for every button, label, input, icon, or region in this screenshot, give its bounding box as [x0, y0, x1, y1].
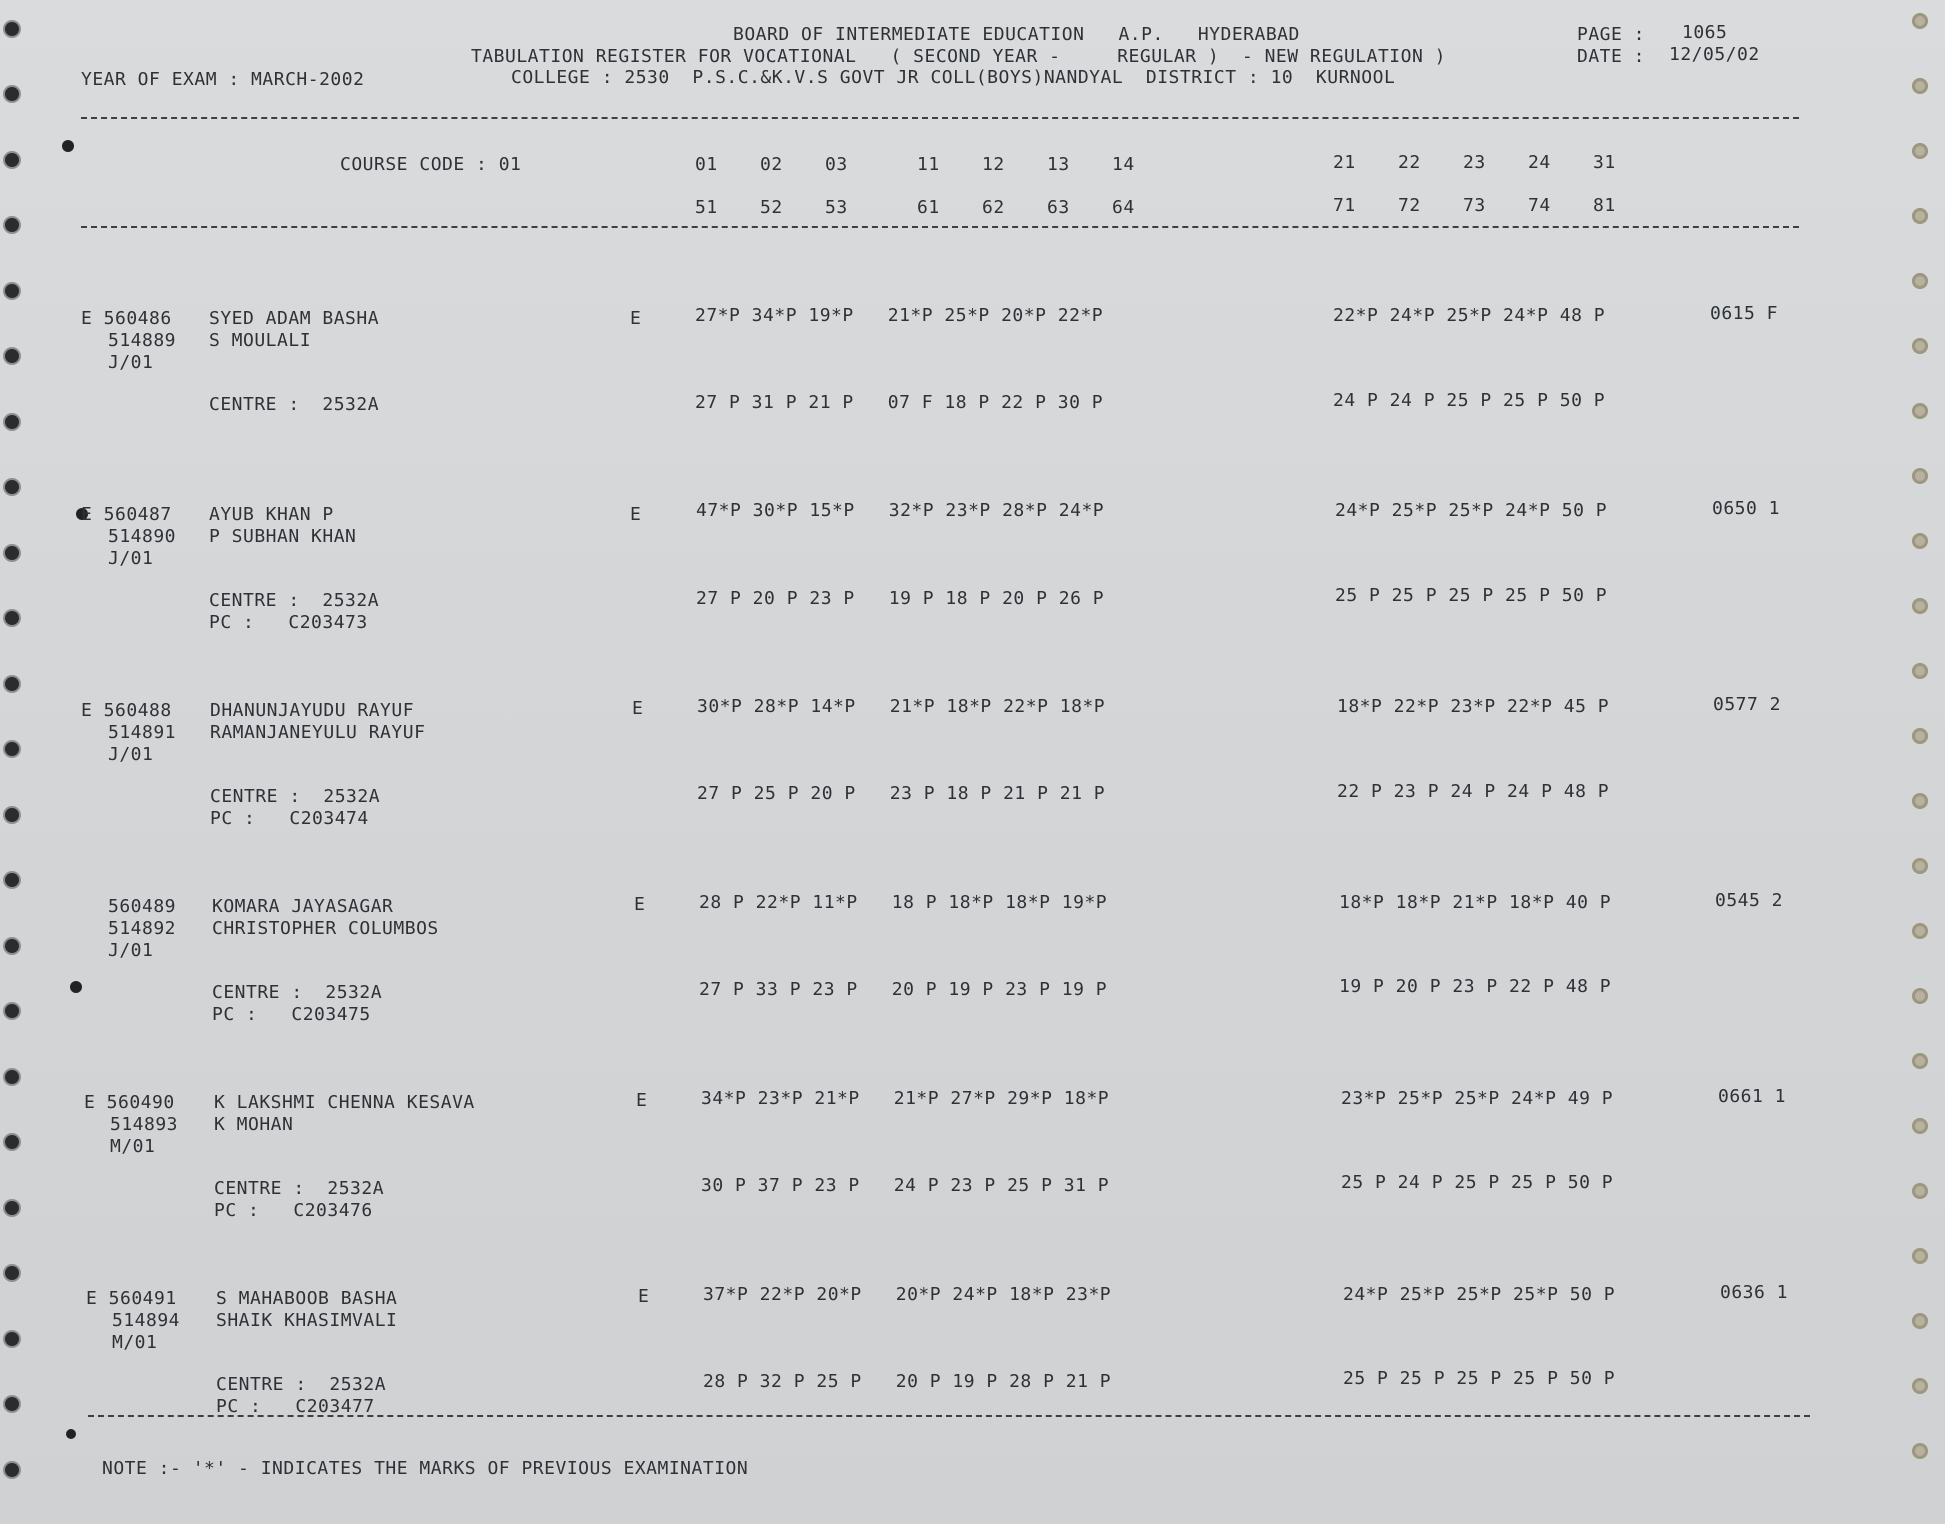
ink-mark	[70, 981, 82, 993]
medium: E	[632, 698, 644, 719]
marks-previous-part2: 25 P 25 P 25 P 25 P 50 P	[1335, 585, 1608, 606]
medium: E	[636, 1090, 648, 1111]
ink-mark	[62, 140, 74, 152]
student-name: K LAKSHMI CHENNA KESAVA	[214, 1092, 475, 1113]
date-label: DATE :	[1577, 46, 1646, 67]
col-code: 23	[1463, 152, 1486, 173]
registration-number: E 560487	[81, 504, 172, 525]
col-code: 52	[760, 197, 783, 218]
father-name: S MOULALI	[209, 330, 312, 351]
group-code: M/01	[110, 1136, 156, 1157]
group-code: J/01	[108, 352, 154, 373]
col-code: 62	[982, 197, 1005, 218]
total-result: 0636 1	[1720, 1282, 1789, 1303]
hall-ticket: 514889	[108, 330, 177, 351]
col-code: 22	[1398, 152, 1421, 173]
centre: CENTRE : 2532A	[212, 982, 383, 1003]
total-result: 0577 2	[1713, 694, 1782, 715]
medium: E	[630, 504, 642, 525]
divider	[81, 117, 1799, 119]
col-code: 11	[917, 154, 940, 175]
col-code: 61	[917, 197, 940, 218]
father-name: K MOHAN	[214, 1114, 294, 1135]
centre: CENTRE : 2532A	[209, 394, 380, 415]
student-name: S MAHABOOB BASHA	[216, 1288, 398, 1309]
col-code: 01	[695, 154, 718, 175]
col-code: 72	[1398, 195, 1421, 216]
col-code: 13	[1047, 154, 1070, 175]
marks-previous-part2: 22 P 23 P 24 P 24 P 48 P	[1337, 781, 1610, 802]
page-label: PAGE :	[1577, 24, 1646, 45]
father-name: P SUBHAN KHAN	[209, 526, 357, 547]
page-number: 1065	[1682, 22, 1728, 43]
col-code: 14	[1112, 154, 1135, 175]
marks-current-part1: 34*P 23*P 21*P 21*P 27*P 29*P 18*P	[701, 1088, 1110, 1109]
student-name: SYED ADAM BASHA	[209, 308, 380, 329]
board-title: BOARD OF INTERMEDIATE EDUCATION A.P. HYDERABAD	[733, 24, 1300, 45]
col-code: 02	[760, 154, 783, 175]
marks-previous-part2: 24 P 24 P 25 P 25 P 50 P	[1333, 390, 1606, 411]
year-of-exam: YEAR OF EXAM : MARCH-2002	[81, 69, 365, 90]
marks-current-part2: 23*P 25*P 25*P 24*P 49 P	[1341, 1088, 1614, 1109]
registration-number: E 560490	[84, 1092, 175, 1113]
marks-previous-part1: 28 P 32 P 25 P 20 P 19 P 28 P 21 P	[703, 1371, 1112, 1392]
col-code: 12	[982, 154, 1005, 175]
marks-current-part2: 22*P 24*P 25*P 24*P 48 P	[1333, 305, 1606, 326]
hall-ticket: 514891	[108, 722, 177, 743]
marks-previous-part1: 27 P 20 P 23 P 19 P 18 P 20 P 26 P	[696, 588, 1105, 609]
col-code: 74	[1528, 195, 1551, 216]
col-code: 21	[1333, 152, 1356, 173]
marks-previous-part1: 30 P 37 P 23 P 24 P 23 P 25 P 31 P	[701, 1175, 1110, 1196]
centre: CENTRE : 2532A	[209, 590, 380, 611]
marks-previous-part1: 27 P 25 P 20 P 23 P 18 P 21 P 21 P	[697, 783, 1106, 804]
divider	[88, 1415, 1810, 1417]
registration-number: E 560491	[86, 1288, 177, 1309]
marks-current-part2: 18*P 18*P 21*P 18*P 40 P	[1339, 892, 1612, 913]
hall-ticket: 514890	[108, 526, 177, 547]
course-code: COURSE CODE : 01	[340, 154, 522, 175]
hall-ticket: 514894	[112, 1310, 181, 1331]
marks-previous-part2: 25 P 24 P 25 P 25 P 50 P	[1341, 1172, 1614, 1193]
college-line: COLLEGE : 2530 P.S.C.&K.V.S GOVT JR COLL(BOYS)NANDYAL DISTRICT : 10 KURNOOL	[511, 67, 1396, 88]
marks-previous-part1: 27 P 31 P 21 P 07 F 18 P 22 P 30 P	[695, 392, 1104, 413]
marks-current-part2: 24*P 25*P 25*P 25*P 50 P	[1343, 1284, 1616, 1305]
divider	[81, 226, 1799, 228]
footnote: NOTE :- '*' - INDICATES THE MARKS OF PREVIOUS EXAMINATION	[102, 1458, 749, 1479]
registration-number: E 560486	[81, 308, 172, 329]
marks-current-part2: 24*P 25*P 25*P 24*P 50 P	[1335, 500, 1608, 521]
col-code: 64	[1112, 197, 1135, 218]
father-name: SHAIK KHASIMVALI	[216, 1310, 398, 1331]
registration-number: 560489	[108, 896, 177, 917]
col-code: 53	[825, 197, 848, 218]
marks-current-part1: 30*P 28*P 14*P 21*P 18*P 22*P 18*P	[697, 696, 1106, 717]
registration-number: E 560488	[81, 700, 172, 721]
father-name: CHRISTOPHER COLUMBOS	[212, 918, 439, 939]
father-name: RAMANJANEYULU RAYUF	[210, 722, 426, 743]
marks-current-part1: 37*P 22*P 20*P 20*P 24*P 18*P 23*P	[703, 1284, 1112, 1305]
pc-number: PC : C203477	[216, 1396, 375, 1417]
col-code: 03	[825, 154, 848, 175]
total-result: 0615 F	[1710, 303, 1779, 324]
marks-previous-part1: 27 P 33 P 23 P 20 P 19 P 23 P 19 P	[699, 979, 1108, 1000]
group-code: J/01	[108, 940, 154, 961]
col-code: 51	[695, 197, 718, 218]
col-code: 73	[1463, 195, 1486, 216]
marks-current-part1: 27*P 34*P 19*P 21*P 25*P 20*P 22*P	[695, 305, 1104, 326]
hall-ticket: 514893	[110, 1114, 179, 1135]
marks-current-part1: 47*P 30*P 15*P 32*P 23*P 28*P 24*P	[696, 500, 1105, 521]
student-name: KOMARA JAYASAGAR	[212, 896, 394, 917]
col-code: 24	[1528, 152, 1551, 173]
medium: E	[638, 1286, 650, 1307]
marks-current-part1: 28 P 22*P 11*P 18 P 18*P 18*P 19*P	[699, 892, 1108, 913]
total-result: 0545 2	[1715, 890, 1784, 911]
centre: CENTRE : 2532A	[214, 1178, 385, 1199]
pc-number: PC : C203476	[214, 1200, 373, 1221]
total-result: 0661 1	[1718, 1086, 1787, 1107]
medium: E	[634, 894, 646, 915]
col-code: 63	[1047, 197, 1070, 218]
group-code: M/01	[112, 1332, 158, 1353]
marks-current-part2: 18*P 22*P 23*P 22*P 45 P	[1337, 696, 1610, 717]
student-name: AYUB KHAN P	[209, 504, 334, 525]
total-result: 0650 1	[1712, 498, 1781, 519]
pc-number: PC : C203473	[209, 612, 368, 633]
marks-previous-part2: 25 P 25 P 25 P 25 P 50 P	[1343, 1368, 1616, 1389]
student-name: DHANUNJAYUDU RAYUF	[210, 700, 415, 721]
hall-ticket: 514892	[108, 918, 177, 939]
centre: CENTRE : 2532A	[210, 786, 381, 807]
date-value: 12/05/02	[1669, 44, 1760, 65]
ink-mark	[66, 1429, 76, 1439]
centre: CENTRE : 2532A	[216, 1374, 387, 1395]
group-code: J/01	[108, 548, 154, 569]
marks-previous-part2: 19 P 20 P 23 P 22 P 48 P	[1339, 976, 1612, 997]
register-title: TABULATION REGISTER FOR VOCATIONAL ( SECOND YEAR - REGULAR ) - NEW REGULATION )	[471, 46, 1446, 67]
col-code: 71	[1333, 195, 1356, 216]
pc-number: PC : C203475	[212, 1004, 371, 1025]
pc-number: PC : C203474	[210, 808, 369, 829]
col-code: 81	[1593, 195, 1616, 216]
col-code: 31	[1593, 152, 1616, 173]
medium: E	[630, 308, 642, 329]
group-code: J/01	[108, 744, 154, 765]
